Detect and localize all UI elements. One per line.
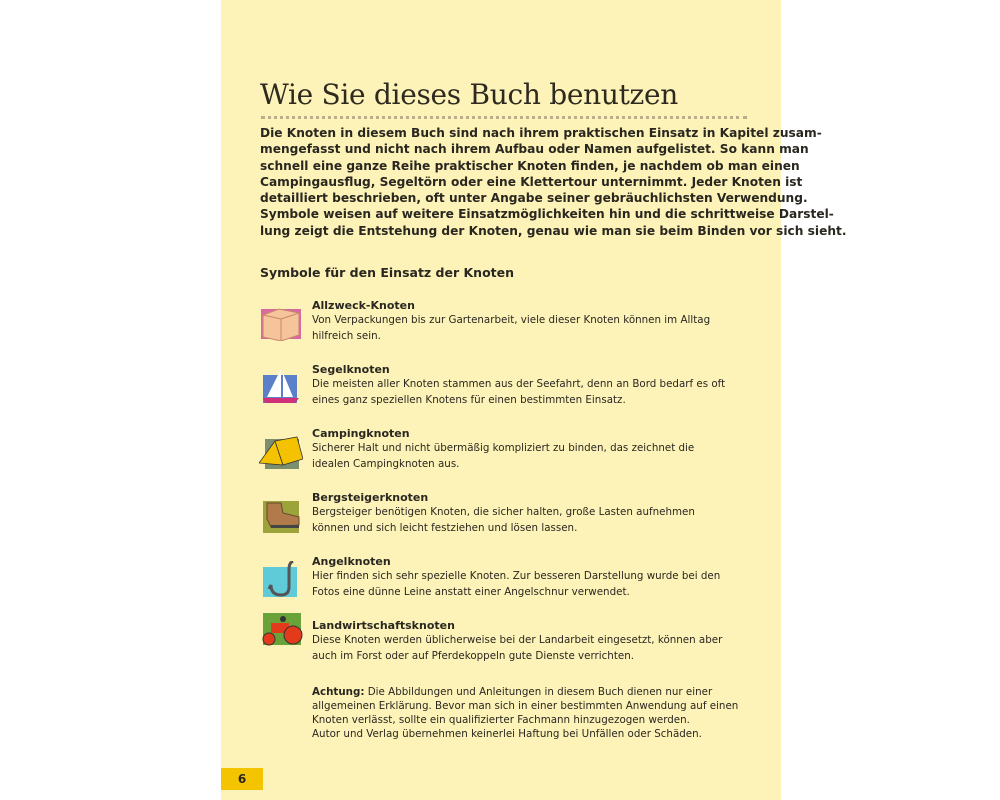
item-title: Bergsteigerknoten bbox=[312, 491, 429, 504]
page-title: Wie Sie dieses Buch benutzen bbox=[260, 78, 678, 111]
intro-line: Campingausflug, Segeltörn oder eine Klettertour unternimmt. Jeder Knoten ist bbox=[260, 174, 803, 189]
item-description: Von Verpackungen bis zur Gartenarbeit, viele dieser Knoten können im Alltag hilfreich sein. bbox=[312, 314, 711, 342]
intro-line: Die Knoten in diesem Buch sind nach ihrem praktischen Einsatz in Kapitel zusam- bbox=[260, 126, 822, 140]
intro-line: schnell eine ganze Reihe praktischer Knoten finden, je nachdem ob man einen bbox=[260, 158, 800, 173]
symbol-item-allzweck bbox=[259, 299, 759, 359]
intro-line: Symbole weisen auf weitere Einsatzmöglichkeiten hin und die schrittweise Darstel- bbox=[260, 207, 834, 222]
warning-line: Knoten verlässt, sollte ein qualifizierter Fachmann hinzugezogen werden. bbox=[312, 714, 690, 726]
page-number: 6 bbox=[221, 768, 263, 790]
package-icon bbox=[259, 305, 303, 341]
book-page bbox=[221, 0, 847, 800]
section-heading: Symbole für den Einsatz der Knoten bbox=[260, 265, 515, 280]
symbol-item-bergsteiger bbox=[259, 491, 759, 551]
item-description: Die meisten aller Knoten stammen aus der Seefahrt, denn an Bord bedarf es oft eines ganz speziellen Knotens für einen bestimmten Einsatz. bbox=[312, 378, 726, 406]
symbol-item-angel bbox=[259, 555, 759, 615]
item-description: Sicherer Halt und nicht übermäßig kompliziert zu binden, das zeichnet die idealen Campingknoten aus. bbox=[312, 442, 695, 470]
symbol-item-camping bbox=[259, 427, 759, 487]
tent-icon bbox=[259, 433, 303, 469]
item-description: Hier finden sich sehr spezielle Knoten. Zur besseren Darstellung wurde bei den Fotos eine dünne Leine anstatt einer Angelschnur verwendet. bbox=[312, 570, 721, 598]
intro-paragraph bbox=[260, 125, 846, 239]
item-title: Landwirtschaftsknoten bbox=[312, 619, 455, 632]
symbol-item-segel bbox=[259, 363, 759, 423]
warning-label: Achtung: bbox=[312, 686, 365, 698]
intro-line: lung zeigt die Entstehung der Knoten, genau wie man sie beim Binden vor sich sieht. bbox=[260, 223, 847, 238]
item-description: Diese Knoten werden üblicherweise bei der Landarbeit eingesetzt, können aber auch im Forst oder auf Pferdekoppeln gute Dienste verrichten. bbox=[312, 634, 723, 662]
warning-line: allgemeinen Erklärung. Bevor man sich in einer bestimmten Anwendung auf einen bbox=[312, 700, 739, 712]
warning-note bbox=[312, 685, 738, 741]
intro-line: mengefasst und nicht nach ihrem Aufbau oder Namen aufgelistet. So kann man bbox=[260, 142, 809, 157]
warning-line: Autor und Verlag übernehmen keinerlei Haftung bei Unfällen oder Schäden. bbox=[312, 728, 702, 740]
item-title: Campingknoten bbox=[312, 427, 410, 440]
item-title: Allzweck-Knoten bbox=[312, 299, 415, 312]
intro-line: detailliert beschrieben, oft unter Angabe seiner gebräuchlichsten Verwendung. bbox=[260, 191, 808, 206]
warning-line: Die Abbildungen und Anleitungen in diesem Buch dienen nur einer bbox=[364, 686, 713, 698]
symbol-item-landwirtschaft bbox=[259, 619, 759, 679]
item-title: Segelknoten bbox=[312, 363, 390, 376]
fishhook-icon bbox=[259, 561, 303, 597]
item-title: Angelknoten bbox=[312, 555, 391, 568]
dotted-divider bbox=[261, 116, 747, 119]
sailboat-icon bbox=[259, 369, 303, 405]
boot-icon bbox=[259, 497, 303, 533]
tractor-icon bbox=[259, 613, 303, 649]
item-description: Bergsteiger benötigen Knoten, die sicher halten, große Lasten aufnehmen können und sich leicht festziehen und lösen lassen. bbox=[312, 506, 695, 534]
